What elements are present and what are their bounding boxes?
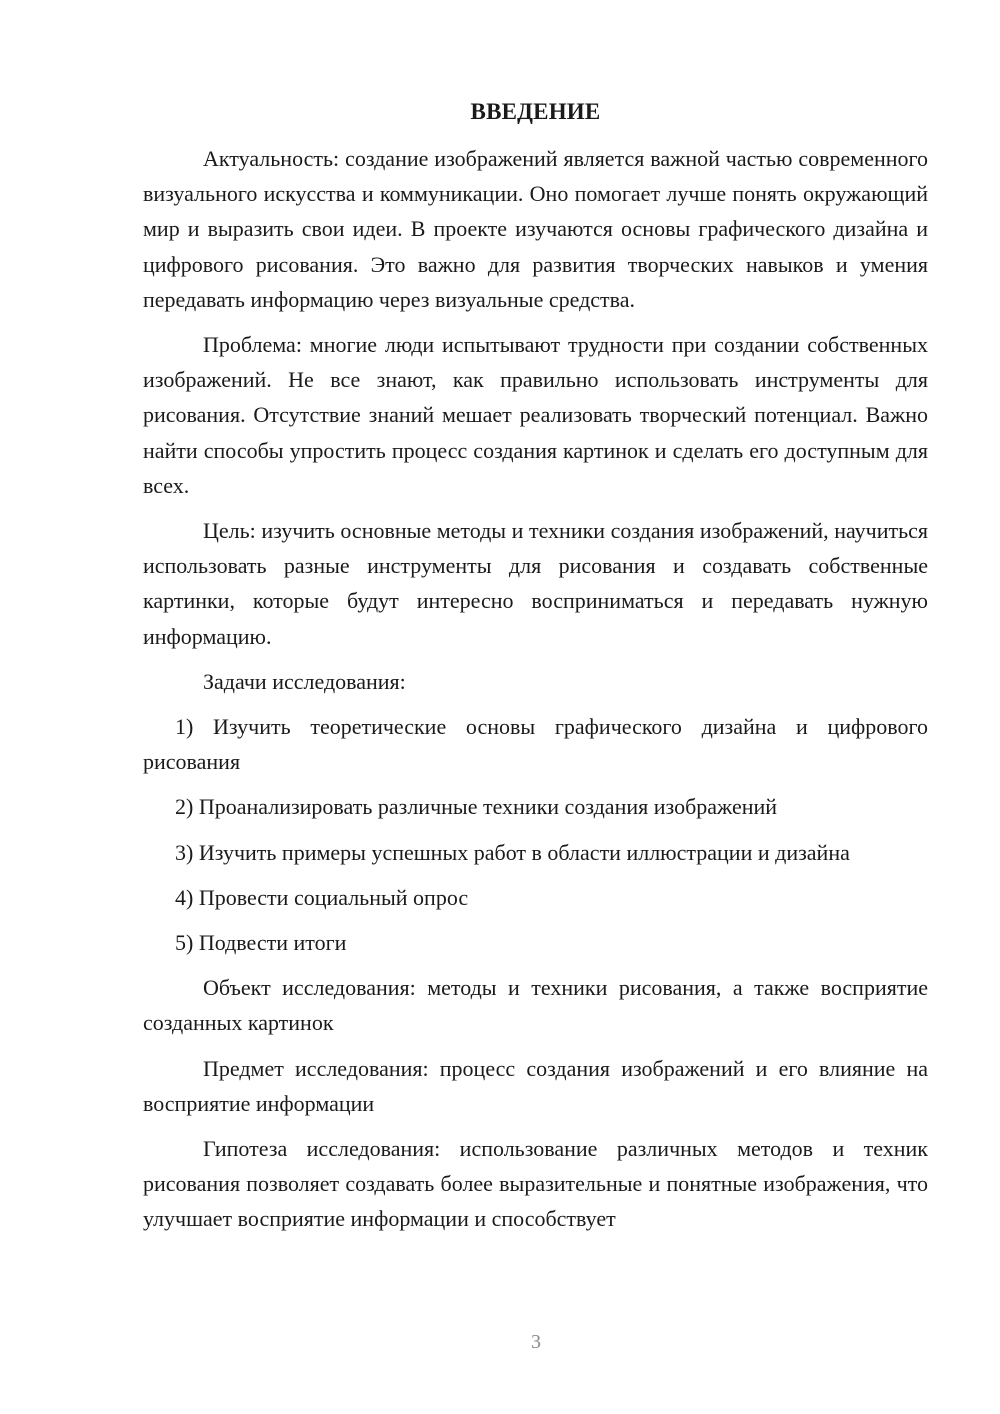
section-title: ВВЕДЕНИЕ — [470, 99, 601, 124]
paragraph-hypothesis: Гипотеза исследования: использование различных методов и техник рисования позволяет создавать более выразительные и понятные изображения, что улучшает восприятие информации и способствует — [143, 1136, 928, 1232]
task-item-2: 2) Проанализировать различные техники создания изображений — [175, 794, 778, 820]
paragraph-problem: Проблема: многие люди испытывают трудности при создании собственных изображений. Не все знают, как правильно использовать инструменты для рисования. Отсутствие знаний мешает реализовать творческий потенциал. Важно найти способы упростить процесс создания картинок и сделать его доступным для всех. — [143, 332, 928, 498]
paragraph-object: Объект исследования: методы и техники рисования, а также восприятие созданных картинок — [143, 975, 928, 1036]
paragraph-goal: Цель: изучить основные методы и техники создания изображений, научиться использовать разные инструменты для рисования и создавать собственные картинки, которые будут интересно восприниматься и передавать нужную информацию. — [143, 518, 928, 649]
paragraph-subject: Предмет исследования: процесс создания изображений и его влияние на восприятие информации — [143, 1055, 928, 1116]
page-number: 3 — [531, 1331, 541, 1353]
page-content — [143, 94, 928, 1247]
task-item-4: 4) Провести социальный опрос — [175, 884, 469, 910]
paragraph-relevance: Актуальность: создание изображений является важной частью современного визуального искусства и коммуникации. Оно помогает лучше понять окружающий мир и выразить свои идеи. В проекте изучаются основы графического дизайна и цифрового рисования. Это важно для развития творческих навыков и умения передавать информацию через визуальные средства. — [143, 146, 928, 312]
task-item-5: 5) Подвести итоги — [175, 930, 347, 956]
task-item-3: 3) Изучить примеры успешных работ в области иллюстрации и дизайна — [175, 839, 850, 865]
task-item-1: 1) Изучить теоретические основы графического дизайна и цифрового рисования — [143, 714, 928, 775]
tasks-heading: Задачи исследования: — [203, 668, 406, 694]
